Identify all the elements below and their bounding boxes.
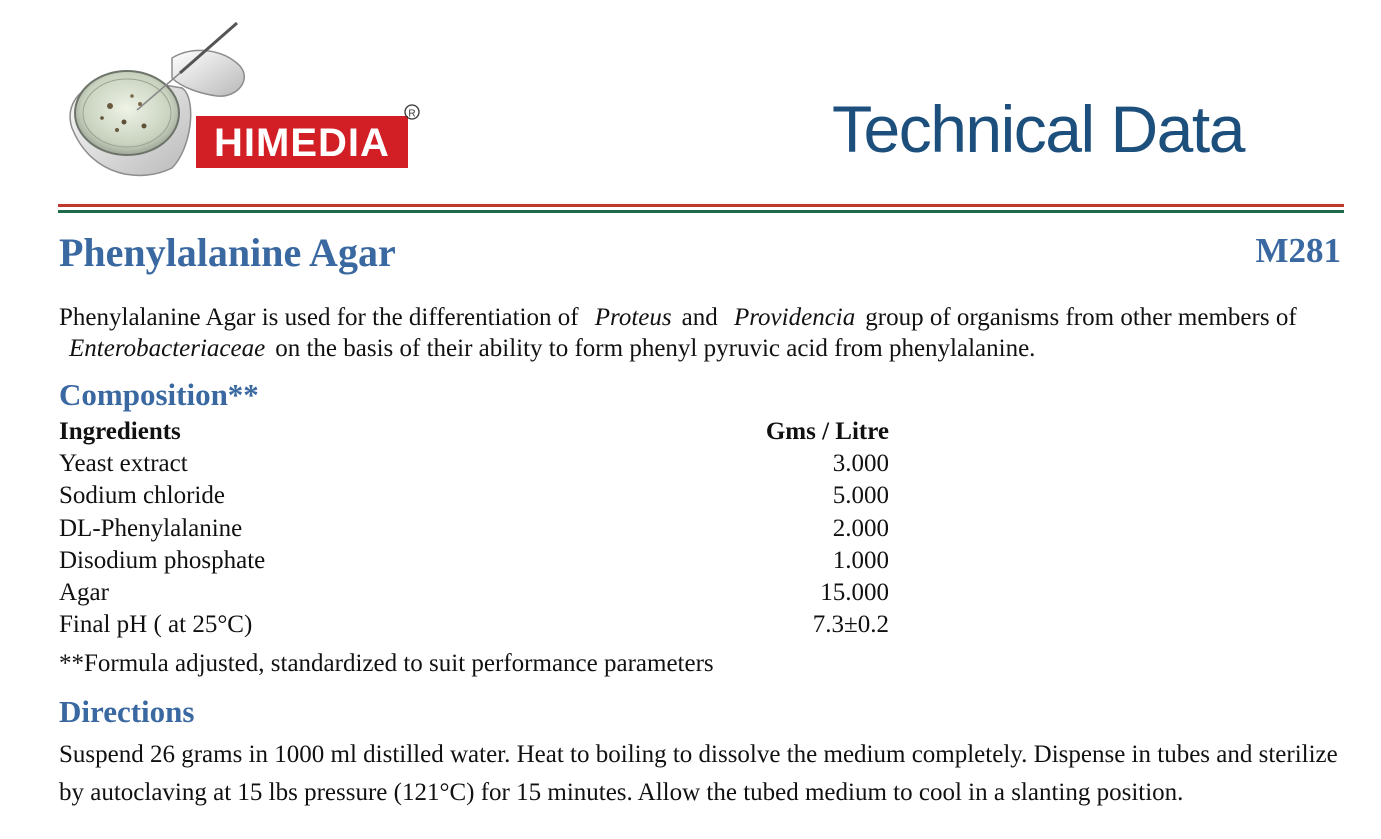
header-divider-green: [58, 210, 1344, 213]
ingredient-amount: 1.000: [832, 546, 889, 574]
ingredient-name: Yeast extract: [59, 450, 188, 478]
composition-table: [59, 416, 889, 641]
table-row: [59, 513, 889, 545]
table-row: [59, 448, 889, 480]
composition-footnote: **Formula adjusted, standardized to suit performance parameters: [59, 650, 714, 677]
product-title: Phenylalanine Agar: [59, 230, 396, 275]
ingredient-name: Sodium chloride: [59, 482, 225, 510]
composition-heading: Composition**: [59, 377, 259, 412]
table-row: [59, 577, 889, 609]
header-divider-red: [58, 204, 1344, 207]
ingredient-amount: 2.000: [832, 514, 889, 542]
table-header-row: [59, 416, 889, 448]
ingredient-name: Final pH ( at 25°C): [59, 611, 253, 639]
organism-providencia: Providencia: [733, 304, 856, 331]
ingredient-amount: 15.000: [820, 579, 889, 607]
document-type-title: Technical Data: [832, 92, 1244, 166]
intro-paragraph: [59, 302, 1349, 364]
registered-mark: R: [408, 108, 416, 120]
intro-text-2: and: [681, 304, 718, 331]
directions-heading: Directions: [59, 694, 195, 729]
column-header-amount: Gms / Litre: [765, 418, 889, 446]
logo-wordmark: HIMEDIA: [214, 121, 390, 165]
organism-proteus: Proteus: [594, 304, 672, 331]
table-row: [59, 545, 889, 577]
ingredient-name: Disodium phosphate: [59, 546, 266, 574]
ingredient-name: DL-Phenylalanine: [59, 514, 243, 542]
intro-text-3: group of organisms from other members of: [865, 304, 1297, 331]
intro-text-4: on the basis of their ability to form phenyl pyruvic acid from phenylalanine.: [275, 335, 1036, 362]
family-enterobacteriaceae: Enterobacteriaceae: [69, 335, 266, 362]
himedia-logo: [62, 18, 432, 188]
intro-text-1: Phenylalanine Agar is used for the differentiation of: [59, 304, 579, 331]
product-code: M281: [1255, 231, 1341, 270]
directions-text: Suspend 26 grams in 1000 ml distilled water. Heat to boiling to dissolve the medium completely. Dispense in tubes and sterilize by autoclaving at 15 lbs pressure (121°C) for 15 minutes. Allow the tubed medium to cool in a slanting position.: [59, 741, 1338, 806]
ingredient-amount: 5.000: [832, 482, 889, 510]
ingredient-amount: 7.3±0.2: [812, 611, 889, 639]
table-row: [59, 480, 889, 512]
ingredient-amount: 3.000: [832, 450, 889, 478]
ingredient-name: Agar: [59, 579, 109, 607]
column-header-ingredients: Ingredients: [59, 418, 181, 446]
table-row: [59, 609, 889, 641]
